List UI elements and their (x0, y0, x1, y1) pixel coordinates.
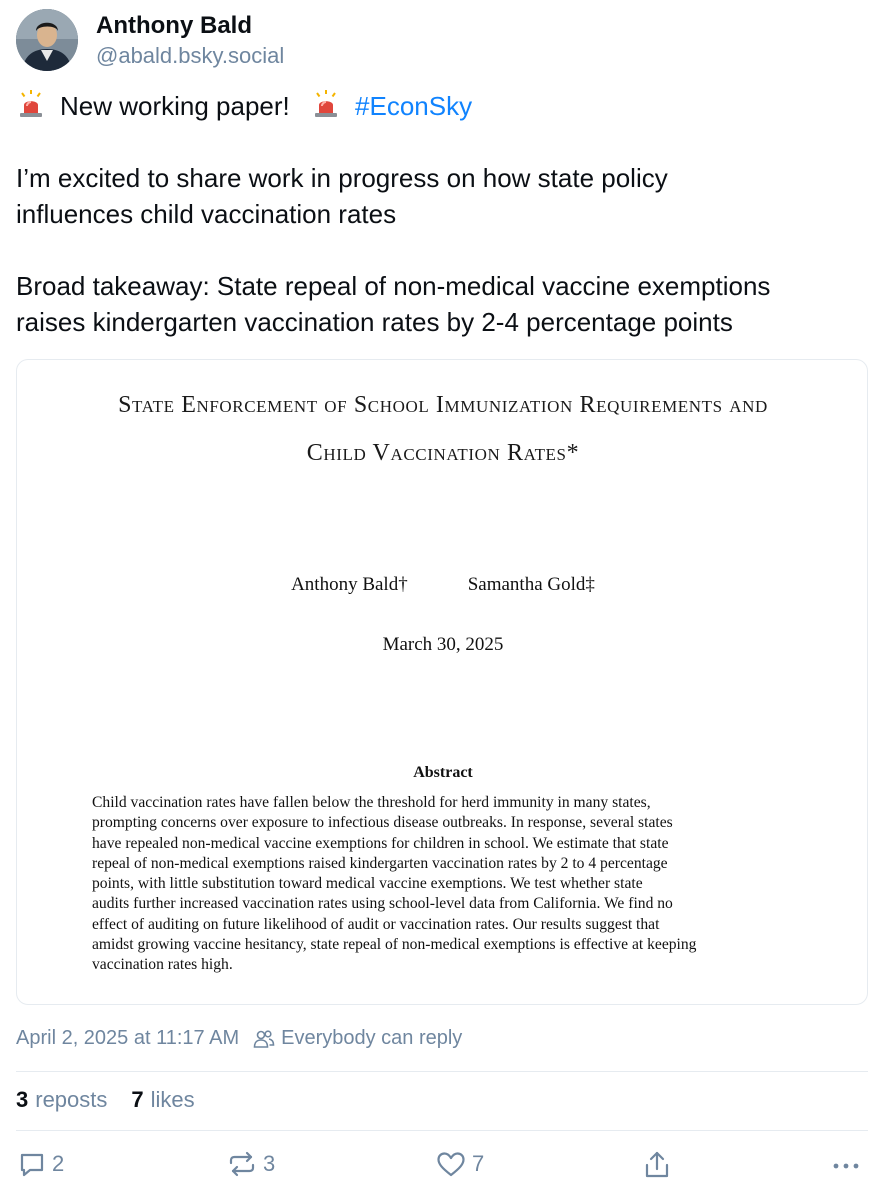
paper-authors (17, 574, 868, 596)
repost-icon (227, 1150, 257, 1178)
abstract-line: prompting concerns over exposure to infectious disease outbreaks. In response, several states (92, 814, 673, 832)
like-count: 7 (472, 1151, 485, 1176)
repost-count: 3 (263, 1151, 276, 1176)
paper-image[interactable] (16, 359, 868, 1005)
abstract-line: repeal of non-medical exemptions raised kindergarten vaccination rates by 2 to 4 percentage (92, 854, 668, 872)
post-paragraph-line: influences child vaccination rates (16, 199, 397, 229)
paper-author: Anthony Bald† (291, 574, 408, 595)
post-text (16, 88, 875, 340)
post-headline-text: New working paper! (60, 91, 290, 121)
police-light-icon (311, 89, 341, 119)
divider (16, 1071, 868, 1072)
likes-label: likes (150, 1087, 195, 1112)
action-bar (0, 1150, 875, 1186)
more-options-button[interactable] (832, 1150, 860, 1178)
post-paragraph-line: I’m excited to share work in progress on how state policy (16, 163, 668, 193)
heart-icon (436, 1150, 466, 1178)
post-headline (16, 88, 875, 124)
abstract-body (92, 793, 796, 976)
share-button[interactable] (643, 1150, 671, 1180)
post-author (16, 8, 284, 72)
abstract-line: audits further increased vaccination rates using school-level data from California. We find no (92, 895, 673, 913)
reply-count: 2 (52, 1151, 65, 1176)
police-light-icon (16, 89, 46, 119)
repost-button[interactable] (227, 1150, 275, 1178)
hashtag-link[interactable]: #EconSky (355, 91, 473, 121)
post-paragraph-line: Broad takeaway: State repeal of non-medical vaccine exemptions (16, 271, 771, 301)
post-paragraph-line: raises kindergarten vaccination rates by 2-4 percentage points (16, 307, 733, 337)
paper-author: Samantha Gold‡ (467, 574, 595, 595)
abstract-line: points, with little substitution toward medical vaccine exemptions. We test whether state (92, 875, 643, 893)
likes-stat[interactable] (131, 1087, 194, 1113)
abstract-line: effect of auditing on future likelihood of audit or vaccination rates. Our results suggest that (92, 915, 660, 933)
share-icon (643, 1150, 671, 1180)
reply-icon (18, 1150, 46, 1178)
reply-button[interactable] (18, 1150, 64, 1178)
divider (16, 1130, 868, 1131)
like-button[interactable] (436, 1150, 484, 1178)
abstract-line: have repealed non-medical vaccine exemptions for children in school. We estimate that state (92, 834, 669, 852)
paper-title-line: Child Vaccination Rates* (306, 440, 580, 466)
reposts-stat[interactable] (16, 1087, 107, 1113)
author-handle[interactable]: @abald.bsky.social (96, 42, 285, 68)
post-meta (16, 1027, 462, 1050)
abstract-line: vaccination rates high. (92, 956, 233, 974)
abstract-heading: Abstract (413, 764, 473, 781)
paper-date: March 30, 2025 (382, 634, 504, 655)
paper-title-line: State Enforcement of School Immunization Requirements and (118, 392, 768, 418)
abstract-line: amidst growing vaccine hesitancy, state repeal of non-medical exemptions is effective at keeping (92, 936, 697, 954)
avatar[interactable] (16, 9, 78, 71)
people-icon (253, 1029, 275, 1049)
author-display-name[interactable]: Anthony Bald (96, 11, 252, 39)
reply-setting: Everybody can reply (281, 1027, 463, 1049)
abstract-line: Child vaccination rates have fallen below the threshold for herd immunity in many states, (92, 794, 651, 811)
reposts-label: reposts (35, 1087, 108, 1112)
likes-count: 7 (131, 1087, 144, 1112)
more-icon (832, 1150, 860, 1178)
reposts-count: 3 (16, 1087, 29, 1112)
post-stats (16, 1087, 195, 1113)
post-timestamp[interactable]: April 2, 2025 at 11:17 AM (16, 1027, 240, 1049)
